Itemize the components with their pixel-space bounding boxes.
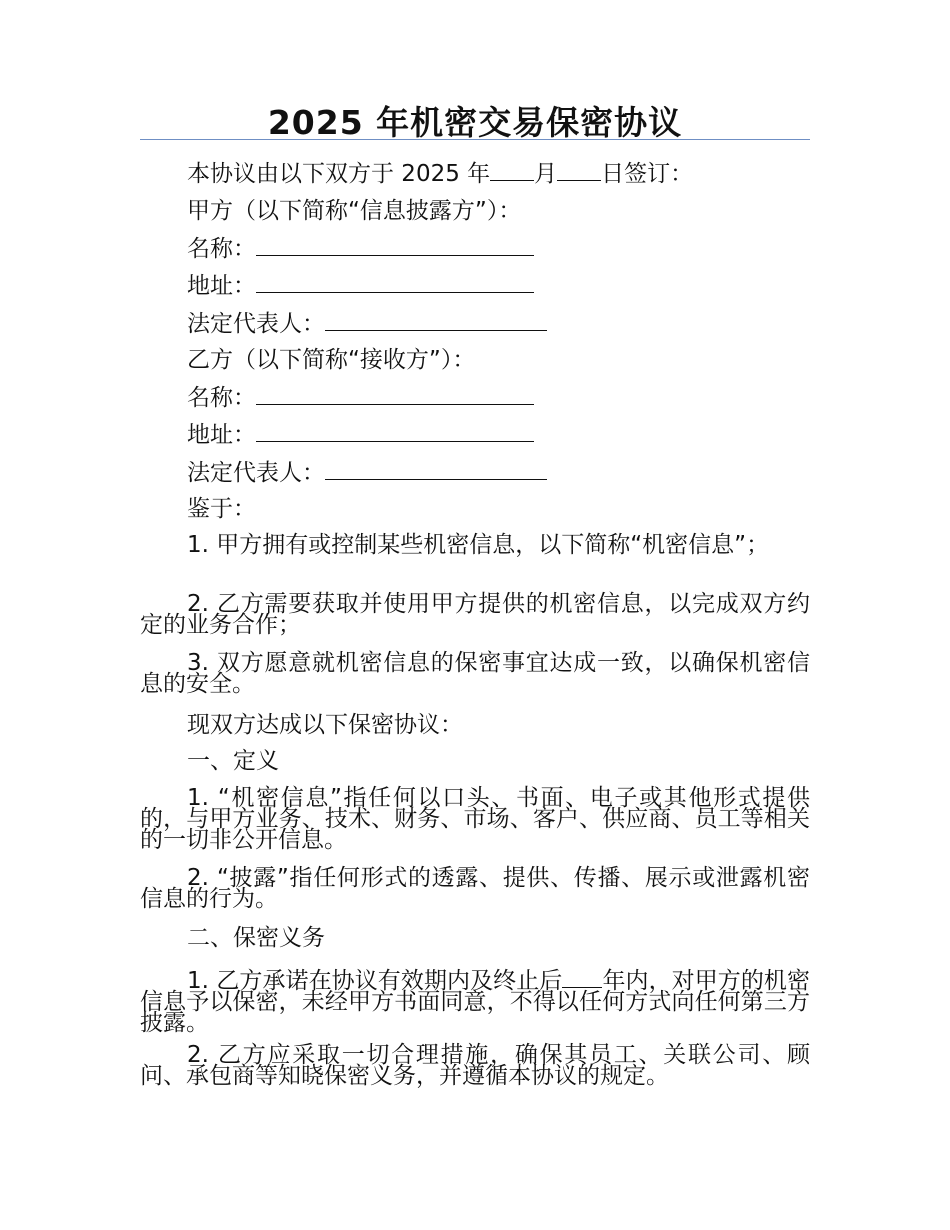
title-underline bbox=[140, 139, 810, 140]
party-b-name-line bbox=[187, 382, 534, 413]
party-b-name-label: 名称： bbox=[187, 385, 256, 411]
definition-item-2: 2. “披露”指任何形式的透露、提供、传播、展示或泄露机密信息的行为。 bbox=[140, 865, 810, 912]
section-2-heading: 二、保密义务 bbox=[187, 925, 325, 951]
years-blank bbox=[562, 965, 602, 988]
obligation-item-1-before: 1. 乙方承诺在协议有效期内及终止后 bbox=[187, 968, 563, 994]
day-blank bbox=[557, 158, 601, 181]
whereas-item-3: 3. 双方愿意就机密信息的保密事宜达成一致，以确保机密信息的安全。 bbox=[140, 650, 810, 697]
party-a-name-label: 名称： bbox=[187, 236, 256, 262]
whereas-heading: 鉴于： bbox=[187, 496, 256, 522]
party-a-heading: 甲方（以下简称“信息披露方”）： bbox=[187, 198, 522, 224]
intro-line bbox=[187, 158, 693, 189]
definition-item-1: 1. “机密信息”指任何以口头、书面、电子或其他形式提供的，与甲方业务、技术、财务、市场、客户、供应商、员工等相关的一切非公开信息。 bbox=[140, 785, 810, 853]
party-a-address-line bbox=[187, 270, 534, 301]
party-b-rep-blank bbox=[325, 457, 547, 480]
document-title: 2025 年机密交易保密协议 bbox=[267, 103, 683, 142]
whereas-item-1: 1. 甲方拥有或控制某些机密信息，以下简称“机密信息”； bbox=[187, 532, 770, 558]
obligation-item-1 bbox=[140, 965, 810, 1034]
month-blank bbox=[490, 158, 534, 181]
party-a-name-line bbox=[187, 233, 534, 264]
party-a-name-blank bbox=[256, 233, 534, 256]
party-b-address-label: 地址： bbox=[187, 422, 256, 448]
intro-day: 日签订： bbox=[601, 161, 694, 187]
party-a-rep-label: 法定代表人： bbox=[187, 311, 325, 337]
intro-month: 月 bbox=[534, 161, 558, 187]
whereas-item-2: 2. 乙方需要获取并使用甲方提供的机密信息，以完成双方约定的业务合作； bbox=[140, 591, 810, 638]
party-b-rep-line bbox=[187, 457, 547, 488]
obligation-item-1-after: 年内，对甲方的机密信息予以保密，未经甲方书面同意，不得以任何方式向任何第三方披露。 bbox=[140, 968, 810, 1036]
party-a-address-label: 地址： bbox=[187, 273, 256, 299]
party-b-rep-label: 法定代表人： bbox=[187, 460, 325, 486]
party-b-address-blank bbox=[256, 419, 534, 442]
agreement-intro: 现双方达成以下保密协议： bbox=[187, 712, 463, 738]
party-b-name-blank bbox=[256, 382, 534, 405]
obligation-item-2: 2. 乙方应采取一切合理措施，确保其员工、关联公司、顾问、承包商等知晓保密义务，并遵循本协议的规定。 bbox=[140, 1042, 810, 1089]
intro-text: 本协议由以下双方于 2025 年 bbox=[187, 161, 491, 187]
party-b-heading: 乙方（以下简称“接收方”）： bbox=[187, 347, 476, 373]
party-a-rep-blank bbox=[325, 308, 547, 331]
party-a-address-blank bbox=[256, 270, 534, 293]
section-1-heading: 一、定义 bbox=[187, 748, 279, 774]
party-b-address-line bbox=[187, 419, 534, 450]
party-a-rep-line bbox=[187, 308, 547, 339]
